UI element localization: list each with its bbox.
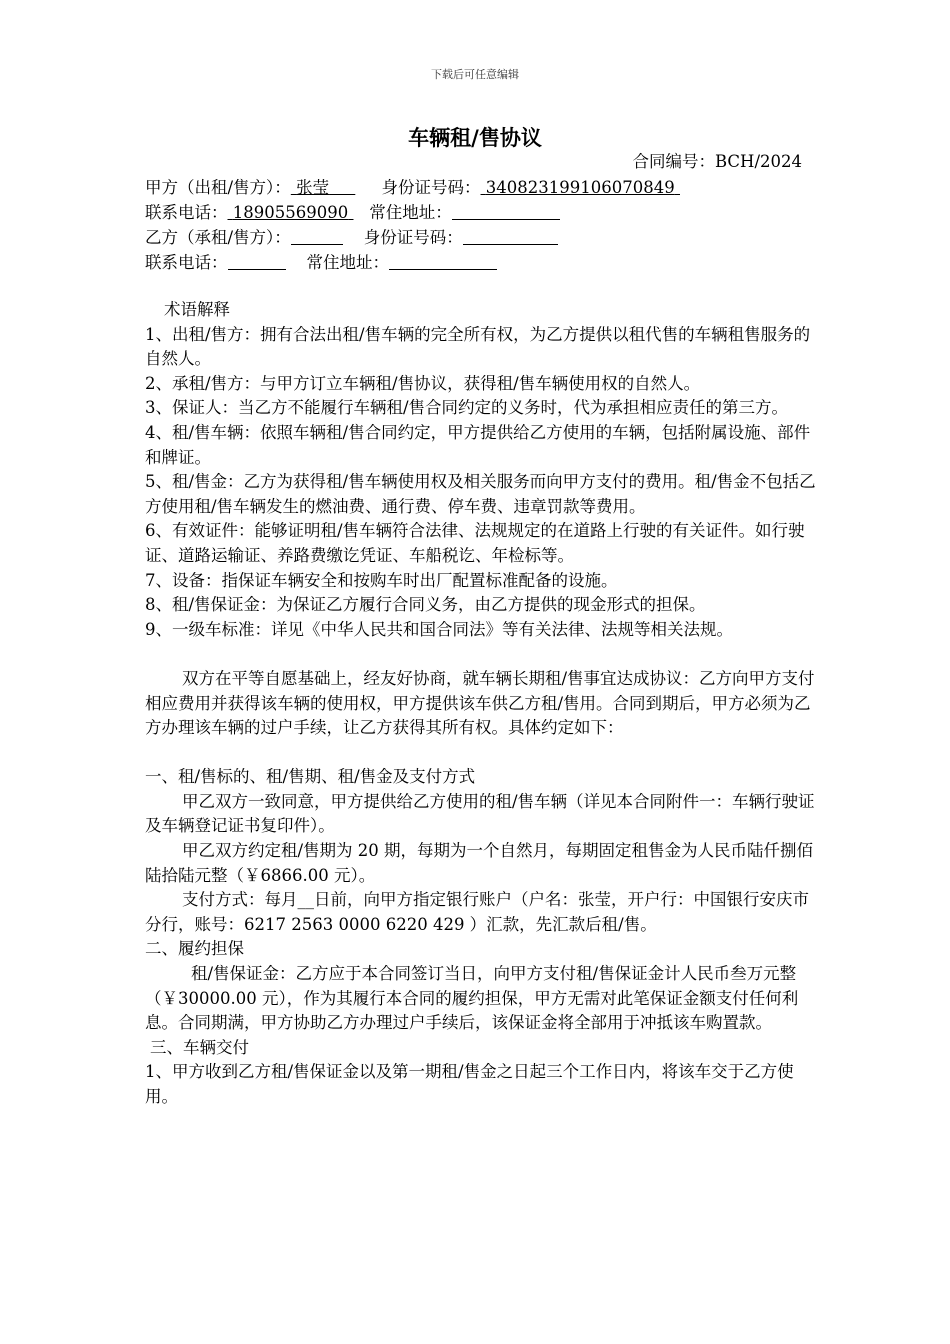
- party-a-label: 甲方（出租/售方）：: [145, 178, 291, 197]
- party-b-line: [145, 226, 558, 250]
- document-title: 车辆租/售协议: [408, 125, 542, 150]
- intro-paragraph: 双方在平等自愿基础上，经友好协商，就车辆长期租/售事宜达成协议：乙方向甲方支付相应费用并获得该车辆的使用权，甲方提供该车供乙方租/售用。合同到期后，甲方必须为乙方办理该车辆的过户手续，让乙方获得其所有权。具体约定如下：: [145, 668, 815, 738]
- term-item: 5、租/售金：乙方为获得租/售车辆使用权及相关服务而向甲方支付的费用。租/售金不包括乙方使用租/售车辆发生的燃油费、通行费、停车费、违章罚款等费用。: [145, 472, 816, 516]
- section3-paragraph: 1、甲方收到乙方租/售保证金以及第一期租/售金之日起三个工作日内，将该车交于乙方使用。: [145, 1062, 794, 1106]
- header-note: 下载后可任意编辑: [431, 68, 519, 81]
- term-item: 6、有效证件：能够证明租/售车辆符合法律、法规规定的在道路上行驶的有关证件。如行驶证、道路运输证、养路费缴讫凭证、车船税讫、年检标等。: [145, 521, 805, 565]
- term-item: 7、设备：指保证车辆安全和按购车时出厂配置标准配备的设施。: [145, 570, 618, 590]
- section2-paragraph: 租/售保证金：乙方应于本合同签订当日，向甲方支付租/售保证金计人民币叁万元整（￥30000.00 元），作为其履行本合同的履约担保，甲方无需对此笔保证金额支付任何利息。合同期满，甲方协助乙方办理过户手续后，该保证金将全部用于冲抵该车购置款。: [145, 964, 799, 1033]
- section1-paragraph: 甲乙双方约定租/售期为 20 期，每期为一个自然月，每期固定租售金为人民币陆仟捌佰陆拾陆元整（￥6866.00 元）。: [145, 841, 814, 885]
- party-b-address-blank: [389, 253, 497, 270]
- party-b-id-label: 身份证号码：: [363, 228, 463, 247]
- document-body: [145, 298, 825, 1110]
- party-a-address-blank: [452, 203, 560, 220]
- party-b-address-label: 常住地址：: [306, 253, 389, 272]
- term-item: 2、承租/售方：与甲方订立车辆租/售协议，获得租/售车辆使用权的自然人。: [145, 373, 701, 393]
- party-a-contact-line: [145, 201, 560, 225]
- party-a-line: [145, 176, 680, 200]
- party-a-id-number: 340823199106070849: [485, 178, 675, 197]
- section2-heading: 二、履约担保: [145, 939, 244, 959]
- term-item: 8、租/售保证金：为保证乙方履行合同义务，由乙方提供的现金形式的担保。: [145, 595, 706, 615]
- section3-heading: 三、车辆交付: [150, 1037, 249, 1057]
- party-a-id-label: 身份证号码：: [381, 178, 481, 197]
- term-item: 9、一级车标准：详见《中华人民共和国合同法》等有关法律、法规等相关法规。: [145, 619, 733, 639]
- section1-heading: 一、租/售标的、租/售期、租/售金及支付方式: [145, 767, 476, 787]
- party-b-phone-blank: [228, 253, 286, 270]
- terms-heading: 术语解释: [164, 300, 230, 319]
- party-b-phone-label: 联系电话：: [145, 253, 228, 272]
- section1-paragraph: 甲乙双方一致同意，甲方提供给乙方使用的租/售车辆（详见本合同附件一：车辆行驶证及车辆登记证书复印件）。: [145, 791, 815, 836]
- term-item: 1、出租/售方：拥有合法出租/售车辆的完全所有权，为乙方提供以租代售的车辆租售服务的自然人。: [145, 324, 811, 369]
- party-b-label: 乙方（承租/售方）：: [145, 228, 291, 247]
- party-a-phone-label: 联系电话：: [145, 203, 228, 222]
- party-b-contact-line: [145, 251, 497, 275]
- term-item: 3、保证人：当乙方不能履行车辆租/售合同约定的义务时，代为承担相应责任的第三方。: [145, 398, 789, 418]
- party-b-name-blank: [291, 228, 343, 245]
- party-a-phone: 18905569090: [232, 203, 349, 222]
- party-b-id-blank: [463, 228, 558, 245]
- party-a-name: 张莹: [296, 178, 330, 197]
- section1-paragraph: 支付方式：每月__日前，向甲方指定银行账户（户名：张莹，开户行：中国银行安庆市分行，账号：6217 2563 0000 6220 429 ）汇款，先汇款后租/售。: [145, 890, 809, 934]
- contract-number: 合同编号：BCH/2024: [632, 152, 802, 171]
- term-item: 4、租/售车辆：依照车辆租/售合同约定，甲方提供给乙方使用的车辆，包括附属设施、部件和牌证。: [145, 422, 811, 467]
- party-a-address-label: 常住地址：: [369, 203, 452, 222]
